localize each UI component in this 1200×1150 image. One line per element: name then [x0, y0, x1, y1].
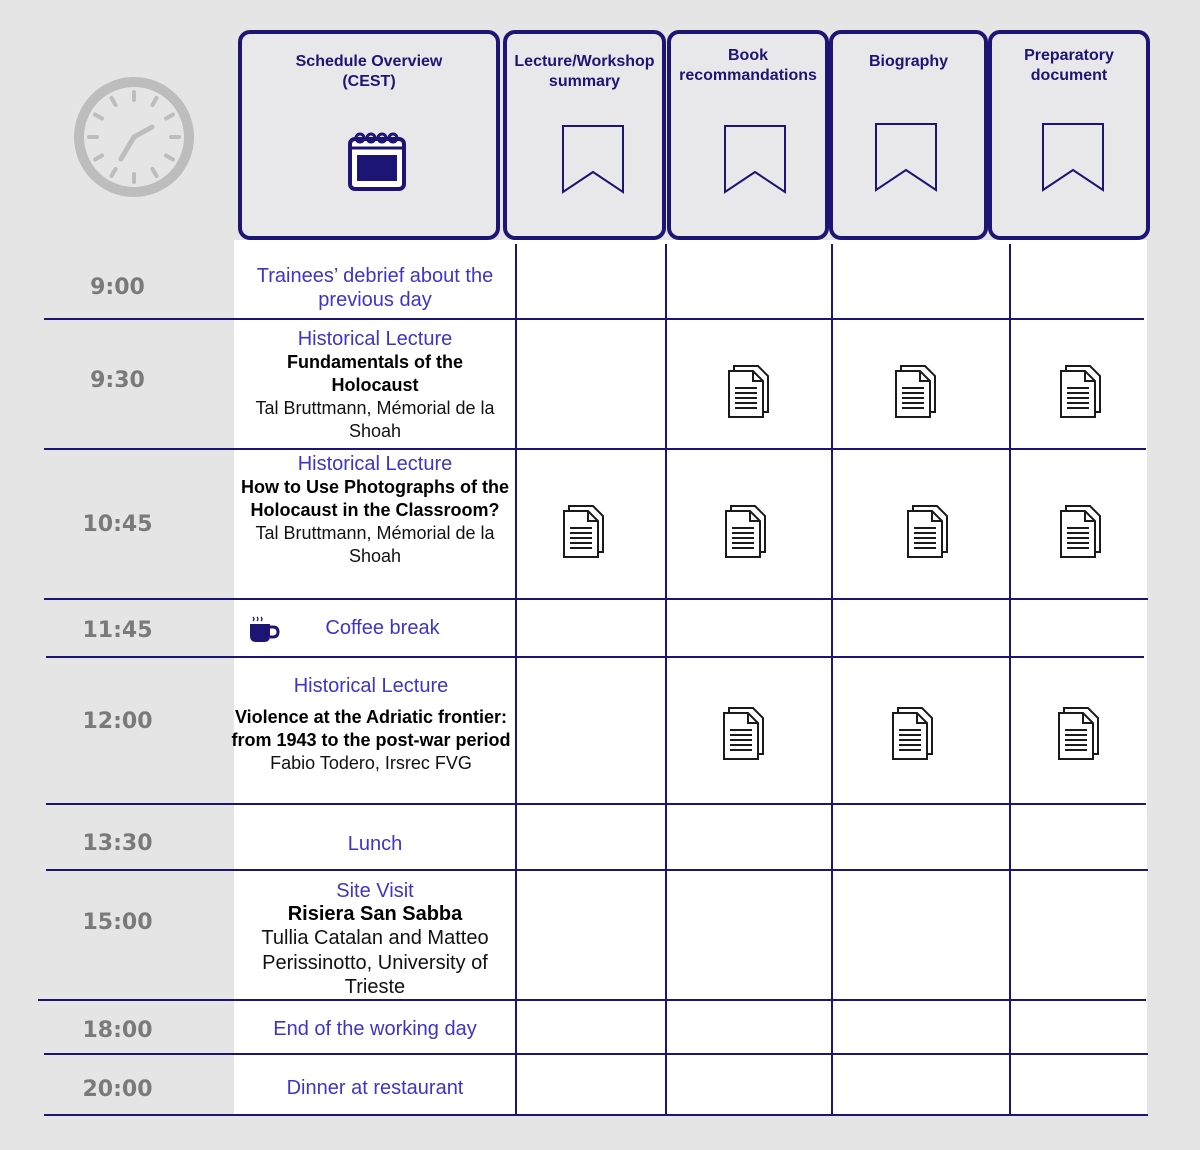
row-divider: [46, 869, 1148, 871]
entry-category: Historical Lecture: [293, 675, 449, 697]
time-label: 15:00: [82, 910, 153, 935]
row-divider: [38, 999, 1146, 1001]
schedule-entry: [234, 327, 516, 443]
bookmark-icon[interactable]: [874, 122, 938, 192]
row-divider: [44, 598, 1148, 600]
entry-title: How to Use Photographs of the Holocaust in the Classroom?: [241, 477, 509, 520]
column-divider: [665, 244, 667, 1116]
entry-category: Historical Lecture: [297, 328, 453, 350]
header-preparatory: [988, 30, 1150, 240]
coffee-cup-icon: [248, 614, 280, 644]
document-icon[interactable]: [726, 362, 774, 420]
time-label: 12:00: [82, 709, 153, 734]
entry-title: Violence at the Adriatic frontier: from 1943 to the post-war period: [231, 707, 511, 750]
document-icon[interactable]: [721, 704, 769, 762]
entry-speaker: Tal Bruttmann, Mémorial de la Shoah: [255, 523, 495, 566]
entry-title: Fundamentals of the Holocaust: [286, 352, 463, 395]
document-icon[interactable]: [723, 502, 771, 560]
bookmark-icon[interactable]: [561, 124, 625, 194]
entry-category: Site Visit: [336, 880, 414, 902]
clock-icon: [72, 75, 196, 199]
bookmark-icon[interactable]: [1041, 122, 1105, 192]
row-divider: [46, 803, 1146, 805]
bookmark-icon[interactable]: [723, 124, 787, 194]
row-divider: [46, 656, 1144, 658]
schedule-entry: [234, 1017, 516, 1041]
entry-title: Risiera San Sabba: [287, 903, 463, 925]
schedule-entry: [234, 1076, 516, 1100]
document-icon[interactable]: [1056, 704, 1104, 762]
header-books-title: Book recommandations: [679, 47, 817, 84]
header-books: [667, 30, 829, 240]
row-divider: [44, 318, 1144, 320]
time-label: 18:00: [82, 1018, 153, 1043]
entry-speaker: Tal Bruttmann, Mémorial de la Shoah: [255, 398, 495, 441]
time-label: 13:30: [82, 831, 153, 856]
entry-category: Historical Lecture: [297, 453, 453, 475]
header-summary: [503, 30, 666, 240]
document-icon[interactable]: [890, 704, 938, 762]
header-summary-title: Lecture/Workshop summary: [514, 53, 655, 90]
time-label: 9:00: [90, 275, 145, 300]
entry-speaker: Tullia Catalan and Matteo Perissinotto, University of Trieste: [261, 927, 489, 998]
schedule-entry: [234, 264, 516, 312]
header-schedule-overview: [238, 30, 500, 240]
time-label: 20:00: [82, 1077, 153, 1102]
row-divider: [44, 1053, 1148, 1055]
time-label: 10:45: [82, 512, 153, 537]
column-divider: [831, 244, 833, 1116]
header-biography: [829, 30, 988, 240]
entry-category: Lunch: [347, 833, 403, 855]
entry-category: End of the working day: [273, 1018, 477, 1040]
entry-category: Coffee break: [325, 617, 440, 639]
column-divider: [1009, 244, 1011, 1116]
row-divider: [44, 1114, 1148, 1116]
document-icon[interactable]: [893, 362, 941, 420]
schedule-entry: [234, 879, 516, 1000]
entry-category: Dinner at restaurant: [286, 1077, 464, 1099]
time-label: 11:45: [82, 618, 153, 643]
entry-speaker: Fabio Todero, Irsrec FVG: [270, 753, 472, 773]
header-schedule-title: Schedule Overview (CEST): [295, 53, 443, 90]
calendar-icon: [347, 130, 407, 192]
document-icon[interactable]: [1058, 362, 1106, 420]
document-icon[interactable]: [1058, 502, 1106, 560]
document-icon[interactable]: [905, 502, 953, 560]
schedule-entry: [234, 452, 516, 568]
header-preparatory-title: Preparatory document: [1024, 47, 1114, 84]
row-divider: [44, 448, 1146, 450]
header-biography-title: Biography: [868, 53, 949, 70]
document-icon[interactable]: [561, 502, 609, 560]
time-label: 9:30: [90, 368, 145, 393]
entry-category: Trainees’ debrief about the previous day: [256, 265, 494, 311]
schedule-entry: [226, 674, 516, 775]
schedule-entry: [234, 832, 516, 856]
